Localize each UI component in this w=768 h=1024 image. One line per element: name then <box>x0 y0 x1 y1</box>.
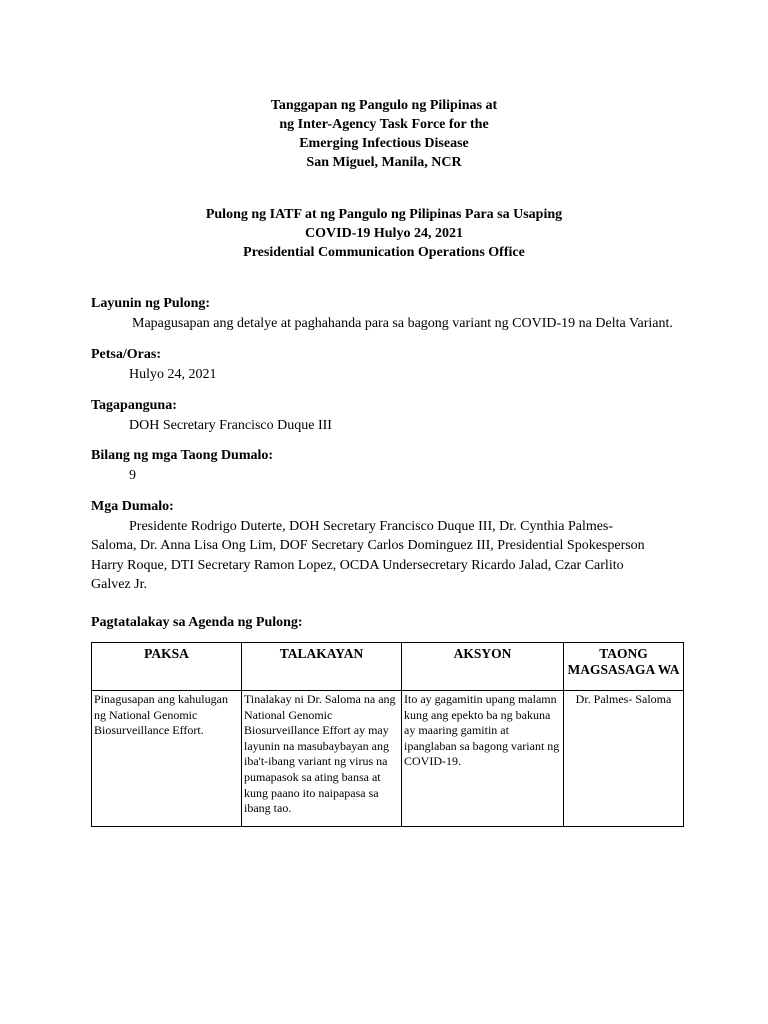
petsa-label: Petsa/Oras: <box>91 347 161 362</box>
column-header-paksa: PAKSA <box>92 643 242 691</box>
bilang-section <box>91 446 711 485</box>
meeting-header-line: Pulong ng IATF at ng Pangulo ng Pilipinas Para sa Usaping <box>205 207 563 222</box>
agenda-section <box>91 613 711 633</box>
bilang-label: Bilang ng mga Taong Dumalo: <box>91 448 274 463</box>
layunin-value: Mapagusapan ang detalye at paghahanda para sa bagong variant ng COVID-19 na Delta Variant. <box>132 315 673 331</box>
agenda-table <box>91 642 684 827</box>
office-header-line: San Miguel, Manila, NCR <box>306 155 462 170</box>
cell-taong-magsasagawa: Dr. Palmes- Saloma <box>564 691 684 827</box>
office-header-line: Emerging Infectious Disease <box>299 136 469 151</box>
petsa-section <box>91 345 711 384</box>
petsa-value: Hulyo 24, 2021 <box>129 366 217 382</box>
tagapanguna-label: Tagapanguna: <box>91 398 177 413</box>
dumalo-value: Presidente Rodrigo Duterte, DOH Secretary Francisco Duque III, Dr. Cynthia Palmes-Saloma, Dr. Anna Lisa Ong Lim, DOF Secretary Carlos Dominguez III, Presidential Spokesperson Harry Roque, DTI Secretary Ramon Lopez, OCDA Undersecretary Ricardo Jalad, Czar Carlito Galvez Jr. <box>91 518 645 592</box>
table-row <box>92 691 684 827</box>
column-header-taong-magsasagawa: TAONG MAGSASAGA WA <box>564 643 684 691</box>
layunin-label: Layunin ng Pulong: <box>91 296 211 311</box>
meeting-header-line: COVID-19 Hulyo 24, 2021 <box>305 226 463 241</box>
bilang-value: 9 <box>129 467 136 483</box>
agenda-label: Pagtatalakay sa Agenda ng Pulong: <box>91 615 303 630</box>
dumalo-section <box>91 497 711 595</box>
cell-paksa: Pinagusapan ang kahulugan ng National Genomic Biosurveillance Effort. <box>92 691 242 827</box>
office-header-line: Tanggapan ng Pangulo ng Pilipinas at <box>270 98 498 113</box>
meeting-header <box>0 205 768 262</box>
layunin-section <box>91 294 711 333</box>
column-header-talakayan: TALAKAYAN <box>242 643 402 691</box>
office-header-line: ng Inter-Agency Task Force for the <box>279 117 489 132</box>
dumalo-label: Mga Dumalo: <box>91 499 174 514</box>
tagapanguna-value: DOH Secretary Francisco Duque III <box>129 417 332 433</box>
office-header <box>0 96 768 172</box>
cell-talakayan: Tinalakay ni Dr. Saloma na ang National Genomic Biosurveillance Effort ay may layunin na masubaybayan ang iba't-ibang variant ng virus na pumapasok sa ating bansa at kung paano ito naipapasa sa ibang tao. <box>242 691 402 827</box>
meeting-header-line: Presidential Communication Operations Office <box>243 245 525 260</box>
column-header-aksyon: AKSYON <box>402 643 564 691</box>
cell-aksyon: Ito ay gagamitin upang malamn kung ang epekto ba ng bakuna ay maaring gamitin at ipanglaban sa bagong variant ng COVID-19. <box>402 691 564 827</box>
table-header-row <box>92 643 684 691</box>
tagapanguna-section <box>91 396 711 435</box>
